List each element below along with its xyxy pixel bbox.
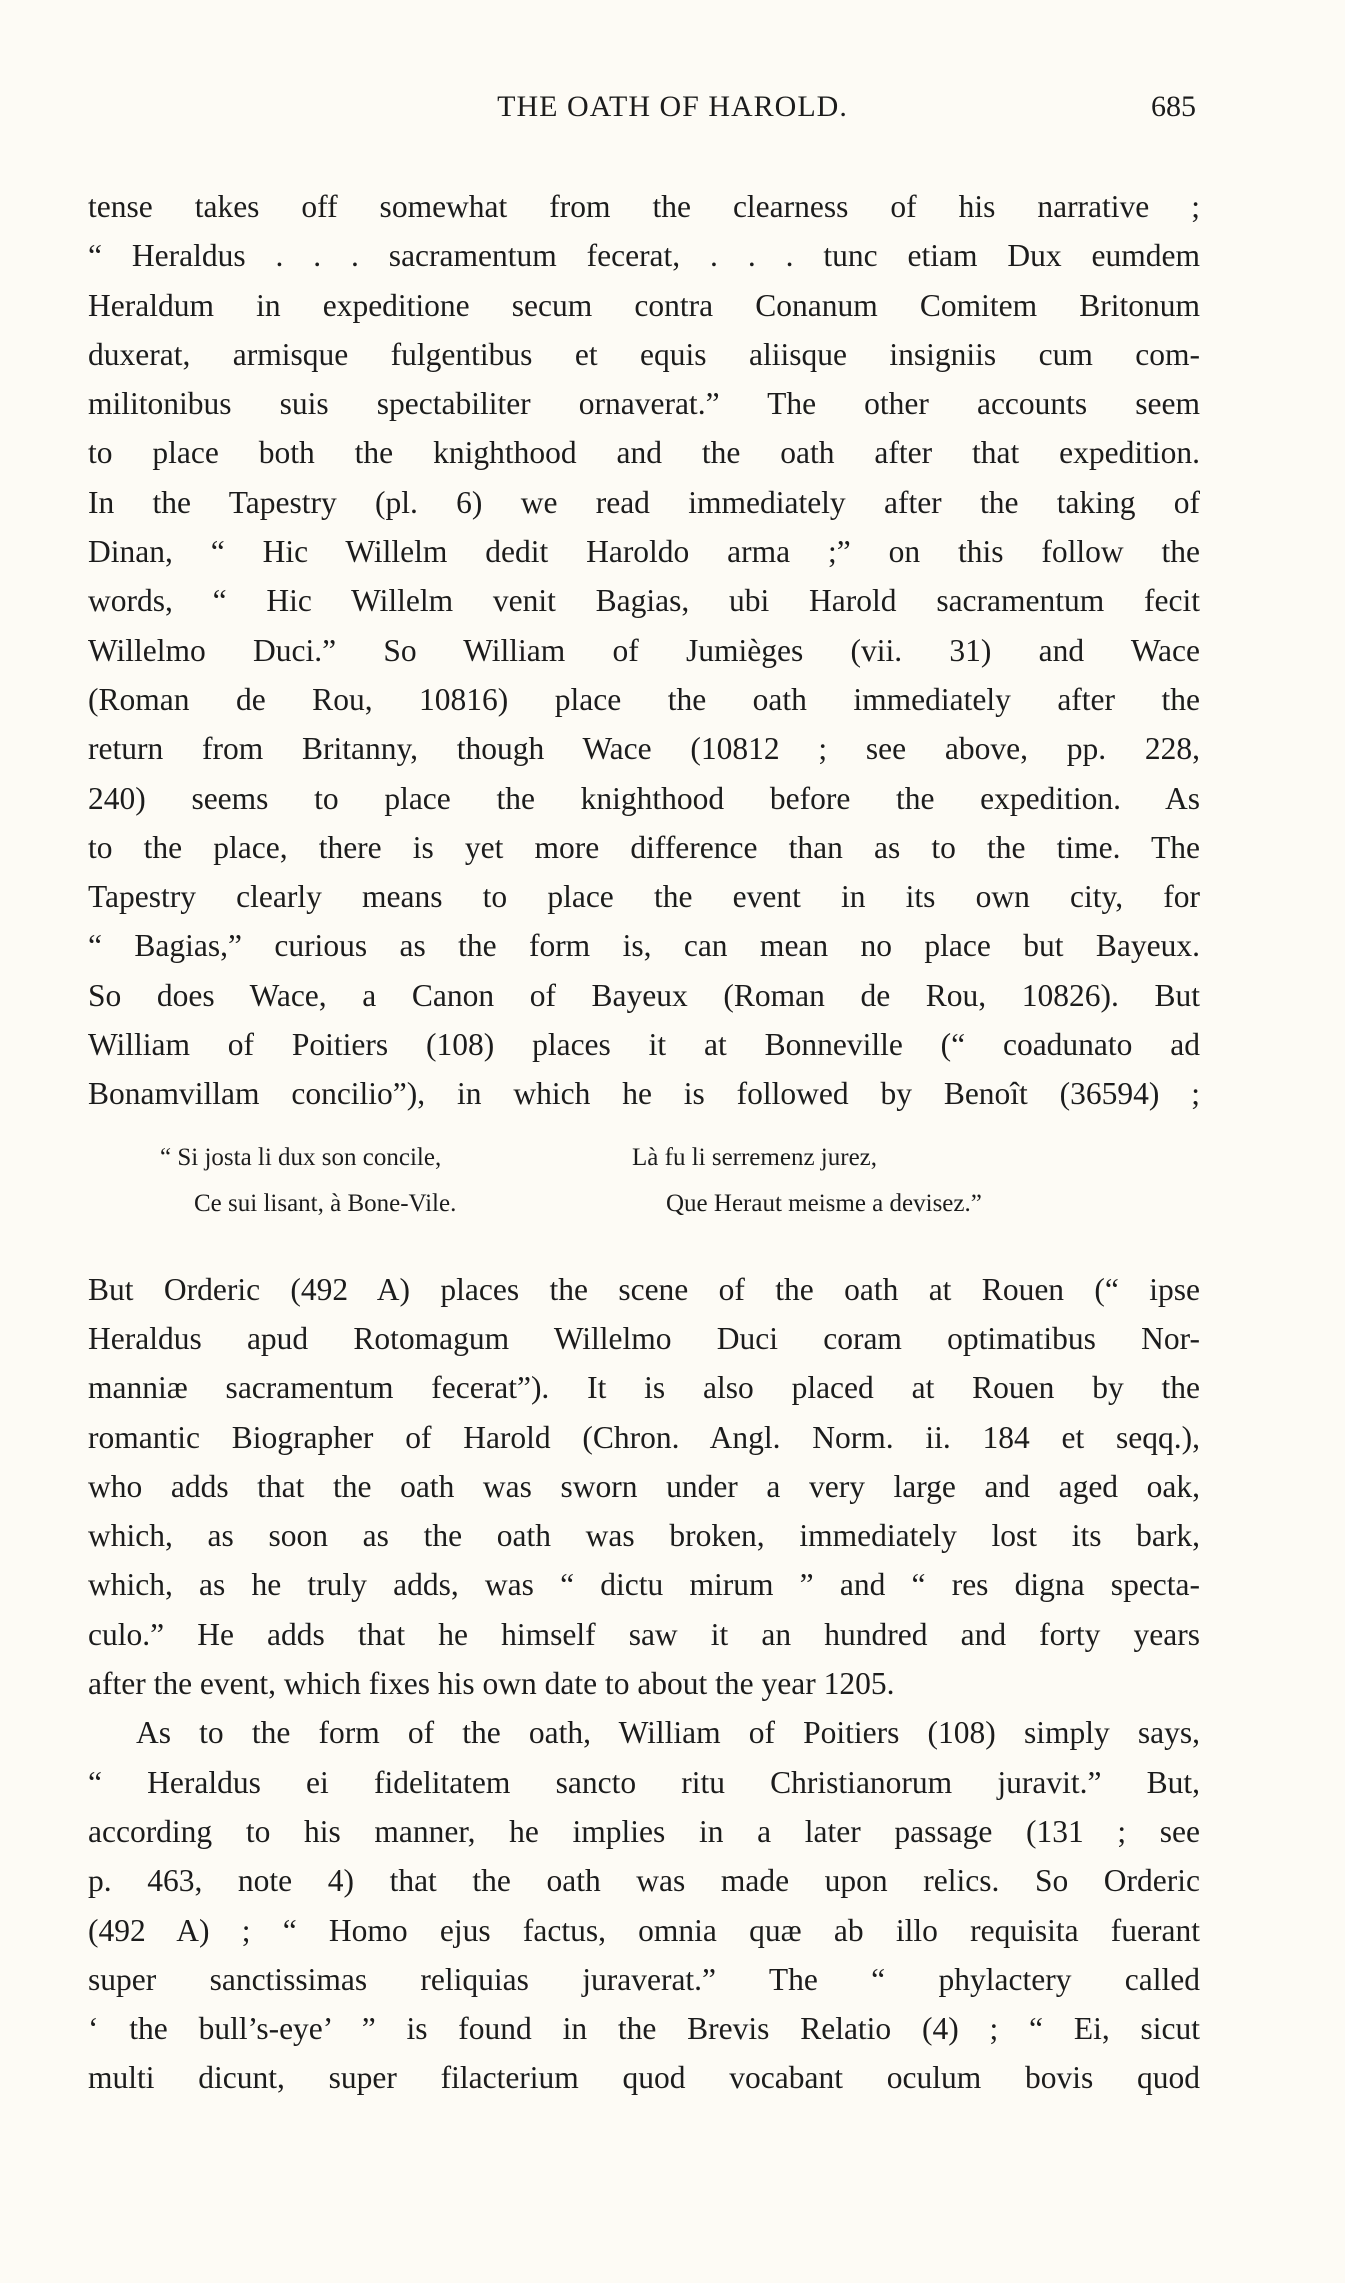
paragraph-3 [88,1708,1200,2102]
paragraph-2 [88,1265,1200,1709]
text-line: words, “ Hic Willelm venit Bagias, ubi Harold sacramentum fecit [88,583,1200,619]
text-line: according to his manner, he implies in a later passage (131 ; see [88,1813,1200,1849]
text-line: culo.” He adds that he himself saw it an hundred and forty years [88,1616,1200,1652]
text-line: which, as soon as the oath was broken, immediately lost its bark, [88,1518,1200,1554]
text-line: return from Britanny, though Wace (10812 ; see above, pp. 228, [88,731,1200,767]
text-line: 240) seems to place the knighthood before the expedition. As [88,780,1200,816]
text-line: super sanctissimas reliquias juraverat.” The “ phylactery called [88,1961,1200,1997]
running-title: THE OATH OF HAROLD. [497,90,848,123]
text-line: ‘ the bull’s-eye’ ” is found in the Brevis Relatio (4) ; “ Ei, sicut [88,2011,1200,2047]
text-line: “ Heraldus . . . sacramentum fecerat, . . . tunc etiam Dux eumdem [88,238,1200,274]
verse-quotation [88,1137,1200,1229]
body-text [88,182,1200,2103]
text-line: who adds that the oath was sworn under a very large and aged oak, [88,1468,1200,1504]
verse-line: Ce sui lisant, à Bone-Vile. [194,1189,457,1217]
text-line: “ Heraldus ei fidelitatem sancto ritu Christianorum juravit.” But, [88,1764,1200,1800]
text-line: duxerat, armisque fulgentibus et equis aliisque insigniis cum com- [88,336,1200,372]
text-line: As to the form of the oath, William of Poitiers (108) simply says, [136,1715,1200,1751]
text-line: Tapestry clearly means to place the event in its own city, for [88,879,1200,915]
text-line: Heraldum in expeditione secum contra Conanum Comitem Britonum [88,287,1200,323]
text-line: William of Poitiers (108) places it at Bonneville (“ coadunato ad [88,1027,1200,1063]
text-line: Heraldus apud Rotomagum Willelmo Duci coram optimatibus Nor- [88,1320,1200,1356]
text-line: militonibus suis spectabiliter ornaverat.” The other accounts seem [88,386,1200,422]
text-line: multi dicunt, super filacterium quod vocabant oculum bovis quod [88,2060,1200,2096]
text-line: But Orderic (492 A) places the scene of the oath at Rouen (“ ipse [88,1271,1200,1307]
text-line: tense takes off somewhat from the clearness of his narrative ; [88,189,1200,224]
text-line: manniæ sacramentum fecerat”). It is also placed at Rouen by the [88,1370,1200,1406]
text-line: to the place, there is yet more difference than as to the time. The [88,829,1200,865]
text-line: Dinan, “ Hic Willelm dedit Haroldo arma ;” on this follow the [88,534,1200,570]
text-line: “ Bagias,” curious as the form is, can mean no place but Bayeux. [88,928,1200,964]
verse-line: Que Heraut meisme a devisez.” [666,1189,982,1217]
paragraph-1 [88,182,1200,1119]
text-line: (492 A) ; “ Homo ejus factus, omnia quæ ab illo requisita fuerant [88,1912,1200,1948]
text-line: p. 463, note 4) that the oath was made upon relics. So Orderic [88,1863,1200,1899]
verse-line: “ Si josta li dux son concile, [160,1143,442,1171]
text-line: So does Wace, a Canon of Bayeux (Roman de Rou, 10826). But [88,977,1200,1013]
page-number: 685 [1151,90,1196,123]
text-line: Willelmo Duci.” So William of Jumièges (vii. 31) and Wace [88,632,1200,668]
text-line: to place both the knighthood and the oath after that expedition. [88,435,1200,471]
page-header [0,88,1345,132]
text-line: romantic Biographer of Harold (Chron. Angl. Norm. ii. 184 et seqq.), [88,1419,1200,1455]
verse-line: Là fu li serremenz jurez, [632,1143,878,1171]
text-line: after the event, which fixes his own date to about the year 1205. [88,1666,895,1702]
text-line: Bonamvillam concilio”), in which he is followed by Benoît (36594) ; [88,1076,1200,1112]
text-line: In the Tapestry (pl. 6) we read immediately after the taking of [88,484,1200,520]
text-line: which, as he truly adds, was “ dictu mirum ” and “ res digna specta- [88,1567,1200,1603]
text-line: (Roman de Rou, 10816) place the oath immediately after the [88,681,1200,717]
